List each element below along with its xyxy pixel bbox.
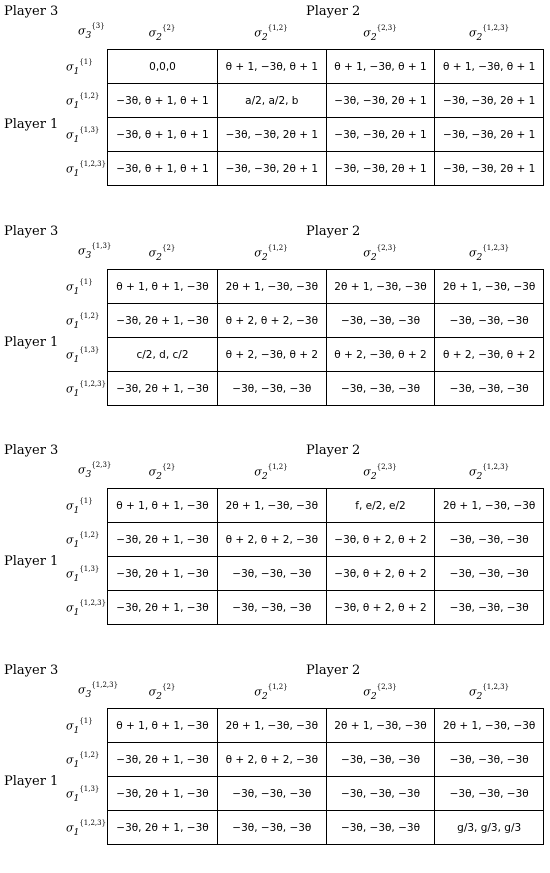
table-row [108, 84, 544, 118]
table-row [108, 50, 544, 84]
row-header: $\sigma_1^{\{1,2\}}$ [66, 751, 100, 770]
player3-label: Player 3 [4, 443, 59, 458]
payoff-cell: θ + 2, θ + 2, −3θ [218, 743, 327, 777]
table-row [108, 304, 544, 338]
payoff-cell: −3θ, 2θ + 1, −3θ [108, 523, 218, 557]
payoff-block-1 [0, 4, 550, 214]
payoff-cell: −3θ, −3θ, −3θ [326, 304, 435, 338]
table-row [108, 777, 544, 811]
payoff-cell: 2θ + 1, −3θ, −3θ [435, 489, 544, 523]
table-row [108, 270, 544, 304]
row-header: $\sigma_1^{\{1,3\}}$ [66, 126, 100, 145]
payoff-cell: −3θ, 2θ + 1, −3θ [108, 591, 218, 625]
player2-label: Player 2 [306, 4, 361, 19]
col-header: $\sigma_2^{\{1,2\}}$ [254, 683, 288, 702]
player3-strategy: $\sigma_3^{\{1,3\}}$ [78, 242, 112, 261]
player1-label: Player 1 [4, 335, 59, 350]
payoff-cell: −3θ, θ + 1, θ + 1 [108, 84, 218, 118]
player1-label: Player 1 [4, 117, 59, 132]
row-header: $\sigma_1^{\{1,2\}}$ [66, 312, 100, 331]
payoff-cell: −3θ, −3θ, −3θ [435, 372, 544, 406]
payoff-cell: −3θ, −3θ, −3θ [218, 372, 327, 406]
payoff-cell: −3θ, −3θ, −3θ [326, 372, 435, 406]
player3-strategy: $\sigma_3^{\{3\}}$ [78, 22, 105, 41]
col-header: $\sigma_2^{\{2,3\}}$ [363, 24, 397, 43]
payoff-cell: −3θ, −3θ, −3θ [218, 811, 327, 845]
payoff-cell: 2θ + 1, −3θ, −3θ [218, 489, 327, 523]
row-header: $\sigma_1^{\{1,3\}}$ [66, 346, 100, 365]
payoff-cell: θ + 2, −3θ, θ + 2 [326, 338, 435, 372]
row-header: $\sigma_1^{\{1\}}$ [66, 278, 93, 297]
payoff-cell: −3θ, −3θ, 2θ + 1 [218, 152, 327, 186]
table-row [108, 489, 544, 523]
table-row [108, 118, 544, 152]
table-row [108, 523, 544, 557]
col-header: $\sigma_2^{\{2\}}$ [148, 463, 176, 482]
payoff-cell: θ + 1, −3θ, θ + 1 [326, 50, 435, 84]
payoff-cell: −3θ, θ + 2, θ + 2 [326, 557, 435, 591]
payoff-cell: 2θ + 1, −3θ, −3θ [218, 270, 327, 304]
payoff-cell: −3θ, −3θ, −3θ [326, 743, 435, 777]
row-header: $\sigma_1^{\{1,2,3\}}$ [66, 819, 107, 838]
payoff-cell: −3θ, −3θ, −3θ [218, 557, 327, 591]
payoff-cell: −3θ, −3θ, −3θ [218, 591, 327, 625]
payoff-cell: 0,0,0 [108, 50, 218, 84]
payoff-cell: 2θ + 1, −3θ, −3θ [435, 270, 544, 304]
payoff-cell: −3θ, −3θ, 2θ + 1 [218, 118, 327, 152]
row-header: $\sigma_1^{\{1,2\}}$ [66, 531, 100, 550]
col-header: $\sigma_2^{\{1,2,3\}}$ [468, 463, 510, 482]
payoff-cell: −3θ, −3θ, −3θ [435, 743, 544, 777]
payoff-cell: −3θ, 2θ + 1, −3θ [108, 777, 218, 811]
col-header: $\sigma_2^{\{1,2,3\}}$ [468, 244, 510, 263]
payoff-table [107, 708, 544, 845]
payoff-cell: −3θ, −3θ, 2θ + 1 [326, 84, 435, 118]
row-header: $\sigma_1^{\{1,3\}}$ [66, 785, 100, 804]
payoff-cell: θ + 1, θ + 1, −3θ [108, 489, 218, 523]
payoff-cell: a/2, a/2, b [218, 84, 327, 118]
row-header: $\sigma_1^{\{1,2\}}$ [66, 92, 100, 111]
payoff-cell: −3θ, 2θ + 1, −3θ [108, 743, 218, 777]
col-header: $\sigma_2^{\{1,2\}}$ [254, 463, 288, 482]
payoff-cell: −3θ, 2θ + 1, −3θ [108, 372, 218, 406]
player3-label: Player 3 [4, 224, 59, 239]
payoff-block-2 [0, 224, 550, 434]
player1-label: Player 1 [4, 774, 59, 789]
table-row [108, 372, 544, 406]
payoff-cell: −3θ, 2θ + 1, −3θ [108, 557, 218, 591]
payoff-cell: θ + 2, θ + 2, −3θ [218, 304, 327, 338]
table-row [108, 709, 544, 743]
col-header: $\sigma_2^{\{1,2,3\}}$ [468, 24, 510, 43]
payoff-cell: −3θ, θ + 2, θ + 2 [326, 523, 435, 557]
row-header: $\sigma_1^{\{1,2,3\}}$ [66, 160, 107, 179]
payoff-cell: −3θ, −3θ, −3θ [326, 811, 435, 845]
payoff-block-4 [0, 663, 550, 873]
payoff-cell: θ + 2, −3θ, θ + 2 [218, 338, 327, 372]
row-header: $\sigma_1^{\{1\}}$ [66, 58, 93, 77]
table-row [108, 811, 544, 845]
payoff-cell: −3θ, −3θ, −3θ [435, 523, 544, 557]
table-row [108, 591, 544, 625]
player3-label: Player 3 [4, 663, 59, 678]
payoff-cell: θ + 2, −3θ, θ + 2 [435, 338, 544, 372]
payoff-cell: −3θ, θ + 1, θ + 1 [108, 118, 218, 152]
player3-label: Player 3 [4, 4, 59, 19]
col-header: $\sigma_2^{\{1,2\}}$ [254, 244, 288, 263]
payoff-cell: θ + 2, θ + 2, −3θ [218, 523, 327, 557]
col-header: $\sigma_2^{\{2\}}$ [148, 244, 176, 263]
payoff-cell: 2θ + 1, −3θ, −3θ [326, 709, 435, 743]
payoff-cell: −3θ, −3θ, 2θ + 1 [435, 118, 544, 152]
col-header: $\sigma_2^{\{2,3\}}$ [363, 683, 397, 702]
col-header: $\sigma_2^{\{2\}}$ [148, 683, 176, 702]
col-header: $\sigma_2^{\{1,2,3\}}$ [468, 683, 510, 702]
col-header: $\sigma_2^{\{1,2\}}$ [254, 24, 288, 43]
payoff-cell: −3θ, −3θ, −3θ [435, 304, 544, 338]
row-header: $\sigma_1^{\{1\}}$ [66, 717, 93, 736]
row-header: $\sigma_1^{\{1,2,3\}}$ [66, 599, 107, 618]
payoff-cell: 2θ + 1, −3θ, −3θ [326, 270, 435, 304]
payoff-cell: c/2, d, c/2 [108, 338, 218, 372]
payoff-cell: θ + 1, θ + 1, −3θ [108, 270, 218, 304]
payoff-cell: g/3, g/3, g/3 [435, 811, 544, 845]
table-row [108, 152, 544, 186]
payoff-cell: −3θ, 2θ + 1, −3θ [108, 304, 218, 338]
table-row [108, 557, 544, 591]
payoff-cell: −3θ, θ + 1, θ + 1 [108, 152, 218, 186]
row-header: $\sigma_1^{\{1,2,3\}}$ [66, 380, 107, 399]
payoff-table [107, 488, 544, 625]
player2-label: Player 2 [306, 663, 361, 678]
table-row [108, 743, 544, 777]
payoff-cell: −3θ, −3θ, −3θ [218, 777, 327, 811]
payoff-cell: θ + 1, −3θ, θ + 1 [435, 50, 544, 84]
player1-label: Player 1 [4, 554, 59, 569]
payoff-block-3 [0, 443, 550, 653]
payoff-cell: −3θ, −3θ, 2θ + 1 [326, 118, 435, 152]
player3-strategy: $\sigma_3^{\{2,3\}}$ [78, 461, 112, 480]
col-header: $\sigma_2^{\{2,3\}}$ [363, 463, 397, 482]
payoff-cell: −3θ, −3θ, 2θ + 1 [435, 84, 544, 118]
player2-label: Player 2 [306, 443, 361, 458]
payoff-cell: −3θ, θ + 2, θ + 2 [326, 591, 435, 625]
payoff-table [107, 269, 544, 406]
table-row [108, 338, 544, 372]
payoff-cell: −3θ, −3θ, −3θ [435, 777, 544, 811]
payoff-cell: −3θ, 2θ + 1, −3θ [108, 811, 218, 845]
payoff-table [107, 49, 544, 186]
payoff-cell: θ + 1, −3θ, θ + 1 [218, 50, 327, 84]
payoff-cell: −3θ, −3θ, 2θ + 1 [326, 152, 435, 186]
player3-strategy: $\sigma_3^{\{1,2,3\}}$ [78, 681, 119, 700]
payoff-cell: −3θ, −3θ, −3θ [435, 591, 544, 625]
payoff-cell: θ + 1, θ + 1, −3θ [108, 709, 218, 743]
col-header: $\sigma_2^{\{2,3\}}$ [363, 244, 397, 263]
payoff-cell: f, e/2, e/2 [326, 489, 435, 523]
col-header: $\sigma_2^{\{2\}}$ [148, 24, 176, 43]
payoff-cell: −3θ, −3θ, 2θ + 1 [435, 152, 544, 186]
row-header: $\sigma_1^{\{1\}}$ [66, 497, 93, 516]
payoff-cell: −3θ, −3θ, −3θ [435, 557, 544, 591]
payoff-cell: 2θ + 1, −3θ, −3θ [218, 709, 327, 743]
player2-label: Player 2 [306, 224, 361, 239]
payoff-cell: 2θ + 1, −3θ, −3θ [435, 709, 544, 743]
row-header: $\sigma_1^{\{1,3\}}$ [66, 565, 100, 584]
payoff-cell: −3θ, −3θ, −3θ [326, 777, 435, 811]
